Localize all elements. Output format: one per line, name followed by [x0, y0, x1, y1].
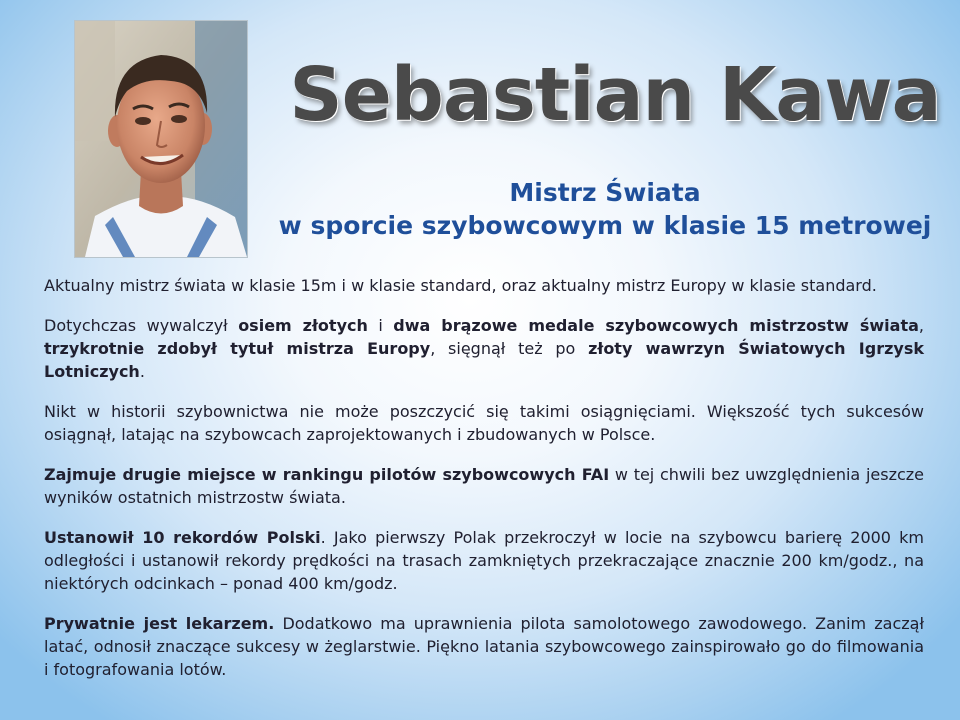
paragraph-history: [44, 400, 924, 446]
bold-text: Zajmuje drugie miejsce w rankingu pilotów szybowcowych FAI: [44, 465, 610, 484]
text: . Jako pierwszy Polak przekroczył w locie na szybowcu barierę 2000 km odległości i ustanowił rekordy prędkości na trasach zamkniętych przekraczające znacznie 200 km/godz., na niektórych odcinkach – ponad 400 km/godz.: [44, 528, 925, 593]
text: ,: [918, 316, 924, 335]
text: Aktualny mistrz świata w klasie 15m i w klasie standard, oraz aktualny mistrz Europy w klasie standard.: [44, 276, 877, 295]
bold-text: Prywatnie jest lekarzem.: [44, 614, 275, 633]
bold-text: złoty wawrzyn Światowych Igrzysk Lotniczych: [44, 339, 925, 381]
page-title: Sebastian Kawa: [289, 52, 941, 138]
text: w tej chwili bez uwzględnienia jeszcze wyników ostatnich mistrzostw świata.: [44, 465, 925, 507]
paragraph-private: [44, 612, 924, 681]
text: .: [139, 362, 145, 381]
text: Nikt w historii szybownictwa nie może poszczycić się takimi osiągnięciami. Większość tych sukcesów osiągnął, latając na szybowcach zaprojektowanych i zbudowanych w Polsce.: [44, 402, 924, 444]
biography: [44, 274, 924, 698]
bold-text: osiem złotych: [238, 316, 368, 335]
paragraph-medals: [44, 314, 924, 383]
bold-text: trzykrotnie zdobył tytuł mistrza Europy: [44, 339, 431, 358]
subtitle-line-1: Mistrz Świata: [509, 178, 701, 207]
bold-text: Ustanowił 10 rekordów Polski: [44, 528, 321, 547]
subtitle: [250, 176, 960, 242]
text: Dotychczas wywalczył: [44, 316, 239, 335]
paragraph-ranking: [44, 463, 924, 509]
paragraph-records: [44, 526, 924, 595]
text: , sięgnął też po: [430, 339, 589, 358]
text: Dodatkowo ma uprawnienia pilota samolotowego zawodowego. Zanim zaczął latać, odnosił znaczące sukcesy w żeglarstwie. Piękno latania szybowcowego zainspirowało go do filmowania i fotografowania lotów.: [44, 614, 924, 679]
bold-text: dwa brązowe medale szybowcowych mistrzostw świata: [393, 316, 919, 335]
text: i: [367, 316, 394, 335]
paragraph-current-titles: [44, 274, 924, 297]
subtitle-line-2: w sporcie szybowcowym w klasie 15 metrowej: [278, 211, 932, 240]
